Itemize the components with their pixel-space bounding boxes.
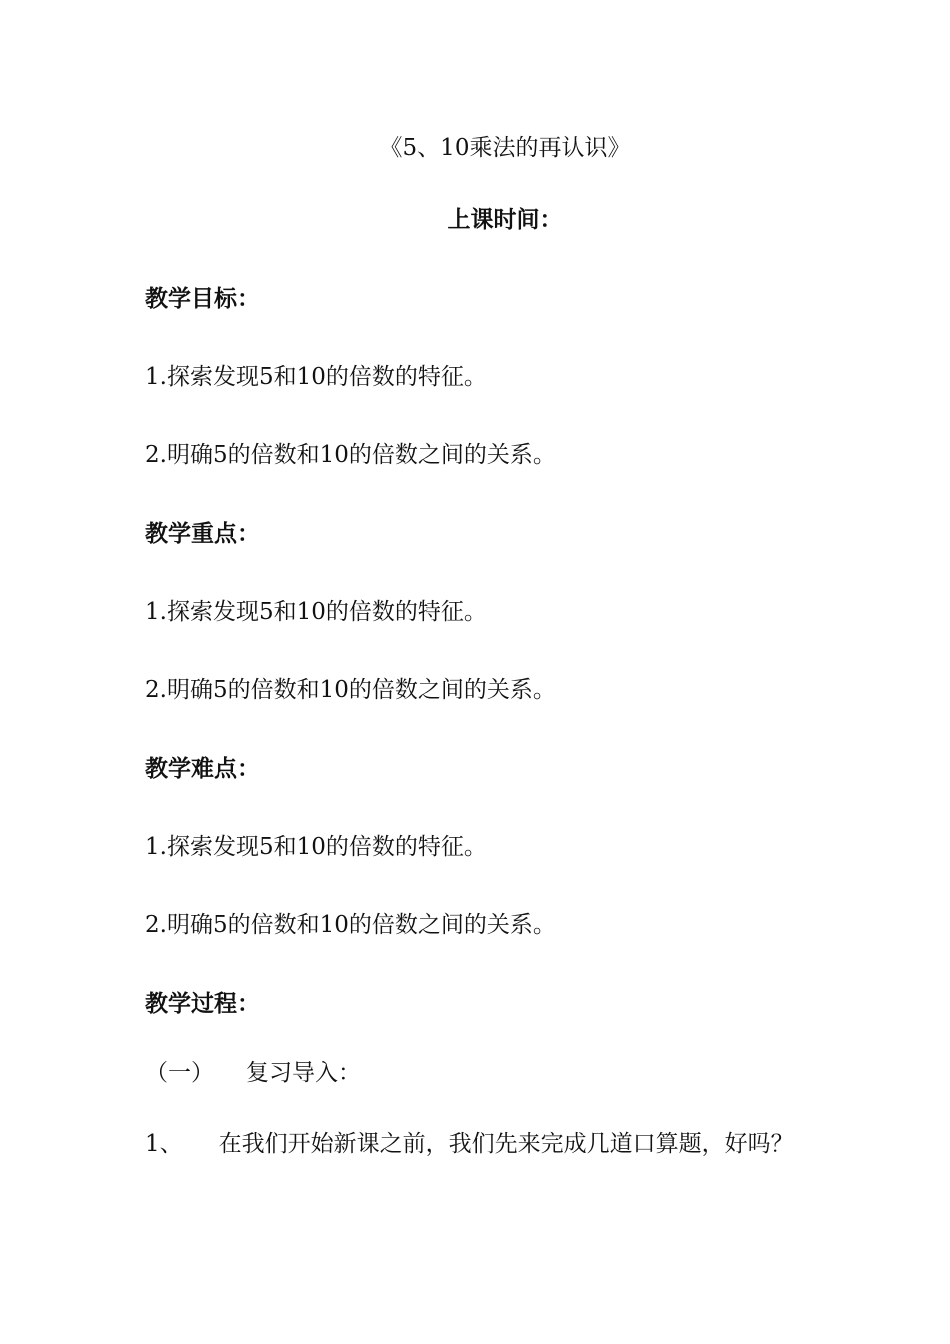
- step-text: 在我们开始新课之前，我们先来完成几道口算题，好吗？: [218, 1131, 794, 1157]
- document-title: 《5、10乘法的再认识》: [379, 135, 631, 161]
- key-points-heading: 教学重点：: [145, 520, 260, 547]
- process-heading: 教学过程：: [145, 990, 260, 1017]
- key-point-item: 1.探索发现5和10的倍数的特征。: [145, 599, 487, 625]
- objectives-heading: 教学目标：: [145, 285, 260, 312]
- difficulty-item: 1.探索发现5和10的倍数的特征。: [145, 834, 487, 860]
- difficulties-heading: 教学难点：: [145, 755, 260, 782]
- section-title: 复习导入：: [246, 1060, 361, 1086]
- key-point-item: 2.明确5的倍数和10的倍数之间的关系。: [145, 677, 556, 703]
- objective-item: 1.探索发现5和10的倍数的特征。: [145, 364, 487, 390]
- process-step: [145, 1129, 794, 1159]
- objective-item: 2.明确5的倍数和10的倍数之间的关系。: [145, 442, 556, 468]
- section-marker: （一）: [145, 1060, 214, 1086]
- difficulty-item: 2.明确5的倍数和10的倍数之间的关系。: [145, 912, 556, 938]
- step-marker: 1、: [145, 1131, 183, 1157]
- class-time-label: 上课时间：: [447, 206, 563, 233]
- section-heading: [145, 1058, 361, 1088]
